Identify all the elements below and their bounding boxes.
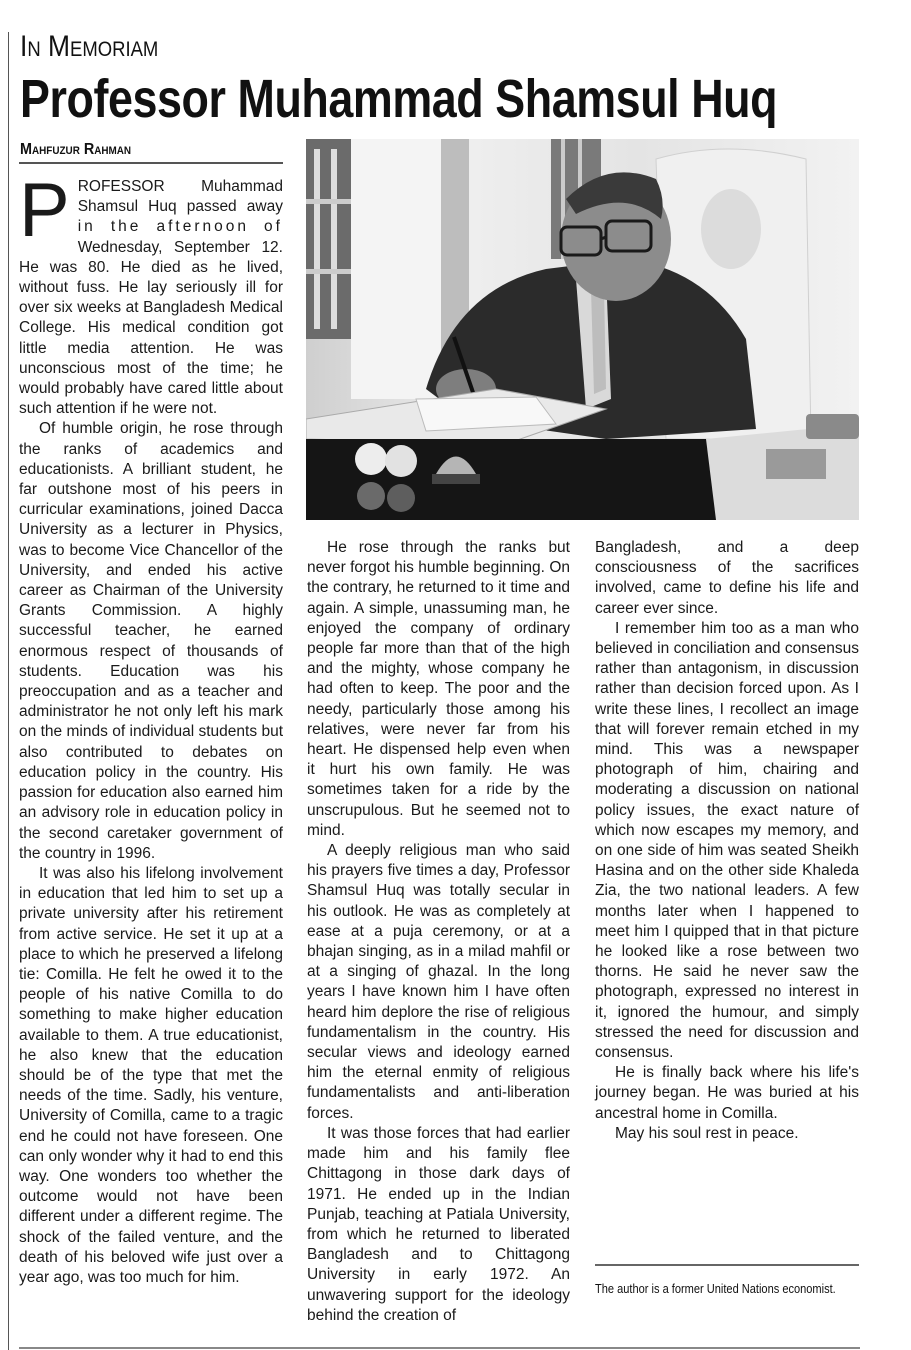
photo-illustration [306, 139, 859, 520]
paragraph: A deeply religious man who said his prayers five times a day, Professor Shamsul Huq was totally secular in his outlook. He was as completely at ease at a puja ceremony, or at a bhajan singing, as in a milad mahfil or at a singing of ghazal. In the long years I have known him I have often heard him deplore the rise of religious fundamentalism in the country. His secular views and ideology earned him the eternal enmity of religious fundamentalists and anti-liberation forces. [307, 842, 570, 1122]
author-note: The author is a former United Nations economist. [595, 1281, 836, 1296]
paragraph: Bangladesh, and a deep consciousness of the sacrifices involved, came to define his life and career ever since. [595, 539, 859, 617]
article-column-3 [595, 538, 859, 1144]
paragraph [19, 168, 283, 419]
article-headline: Professor Muhammad Shamsul Huq [20, 69, 778, 129]
paragraph: Of humble origin, he rose through the ranks of academics and educationists. A brilliant student, he far outshone most of his peers in curricular examinations, joined Dacca University as a lecturer in Physics, was to become Vice Chancellor of the University, and ended his active career as Chairman of the University Grants Commission. A highly successful teacher, he earned enormous respect of thousands of students. Education was his preoccupation and as a teacher and administrator he not only left his mark on the minds of individual students but also contributed to debates on education policy in the country. His passion for education also earned him an advisory role in education policy in the second caretaker government of the country in 1996. [19, 420, 283, 862]
lead-text: ROFESSOR Muhammad Shamsul Huq passed away [77, 178, 283, 216]
left-margin-rule [8, 32, 9, 1350]
paragraph: I remember him too as a man who believed in conciliation and consensus rather than antagonism, in discussion rather than decision forced upon. As I write these lines, I recollect an image that will forever remain etched in my mind. This was a newspaper photograph of him, chairing and moderating a discussion on national policy issues, the exact nature of which now escapes my memory, and on one side of him was seated Sheikh Hasina and on the other side Khaleda Zia, the two national leaders. A few months later when I happened to meet him I quipped that in that picture he looked like a rose between two thorns. He said he never saw the photograph, expressed no interest in it, ignored the humour, and simply stressed the need for discussion and consensus. [595, 619, 859, 1062]
article-column-1 [19, 168, 283, 1288]
author-byline: Mahfuzur Rahman [20, 141, 132, 158]
author-note-divider [595, 1264, 859, 1266]
paragraph: May his soul rest in peace. [615, 1124, 799, 1142]
article-column-2 [307, 538, 570, 1326]
byline-divider [19, 162, 283, 164]
paragraph: It was those forces that had earlier made him and his family flee Chittagong in those dark days of 1971. He ended up in the Indian Punjab, teaching at Patiala University, from which he returned to liberated Bangladesh and to Chittagong University in early 1972. An unwavering support for the ideology behind the creation of [307, 1124, 570, 1324]
paragraph: He rose through the ranks but never forgot his humble beginning. On the contrary, he returned to it time and again. A simple, unassuming man, he enjoyed the company of ordinary people far more than that of the high and the mighty, whose company he had often to keep. The poor and the needy, particularly those among his relatives, were never far from his heart. He dispensed help even when it hurt his own family. He was sometimes taken for a ride by the unscrupulous. But he seemed not to mind. [307, 539, 570, 839]
bottom-rule [19, 1347, 860, 1349]
lead-text-tracked: in the afternoon of [77, 218, 283, 236]
drop-cap: P [19, 168, 70, 253]
paragraph: He is finally back where his life's journey began. He was buried at his ancestral home in Comilla. [595, 1064, 859, 1122]
section-kicker: In Memoriam [20, 30, 159, 63]
paragraph: It was also his lifelong involvement in education that led him to set up a private university after his retirement from active service. He set it up at a place to which he preserved a lifelong tie: Comilla. He felt he owed it to the people of his native Comilla to do something to make higher education available to them. A true educationist, he also knew that the education should be of the type that met the needs of the time. Sadly, his venture, University of Comilla, came to a tragic end he could not have foreseen. One can only wonder why it had to end this way. One wonders too whether the outcome would not have been different under a different regime. The shock of the failed venture, and the death of his beloved wife just over a year ago, was too much for him. [19, 864, 283, 1286]
portrait-photo [306, 139, 859, 520]
paragraph-text: Wednesday, September 12. He was 80. He died as he lived, without fuss. He lay seriously ill for over six weeks at Bangladesh Medical College. His medical condition got little media attention. He was unconscious most of the time; he would probably have cared little about such attention if he were not. [19, 238, 283, 418]
